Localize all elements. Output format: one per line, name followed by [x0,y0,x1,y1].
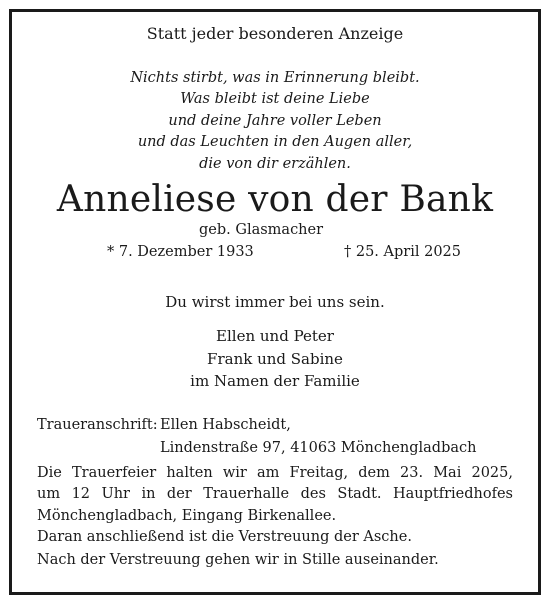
ceremony-details [37,463,513,549]
maiden-name: geb. Glasmacher [199,222,324,238]
death-date: † 25. April 2025 [344,244,461,260]
memorial-poem [0,68,550,175]
farewell-line: Du wirst immer bei uns sein. [165,293,385,311]
address-street: Lindenstraße 97, 41063 Mönchengladbach [160,440,477,456]
address-label: Traueranschrift: [37,417,158,433]
poem-line: Nichts stirbt, was in Erinnerung bleibt. [130,70,420,86]
address-name: Ellen Habscheidt, [160,417,291,433]
ceremony-line: Mönchengladbach, Eingang Birkenallee. [37,507,337,524]
poem-line: Was bleibt ist deine Liebe [180,91,370,108]
mourner-line: Ellen und Peter [216,327,334,345]
mourner-line: im Namen der Familie [190,372,360,390]
ceremony-line: Die Trauerfeier halten wir am Freitag, dem 23. Mai 2025, [37,465,513,481]
closing-line: Nach der Verstreuung gehen wir in Stille auseinander. [37,552,439,568]
poem-line: und das Leuchten in den Augen aller, [137,134,413,151]
deceased-name: Anneliese von der Bank [56,179,494,220]
birth-date: * 7. Dezember 1933 [107,244,254,260]
notice-intro: Statt jeder besonderen Anzeige [146,24,404,43]
mourners-list [0,325,550,393]
poem-line: und deine Jahre voller Leben [168,112,382,129]
ceremony-line: Daran anschließend ist die Verstreuung der Asche. [37,529,412,546]
ceremony-line: um 12 Uhr in der Trauerhalle des Stadt. Hauptfriedhofes [37,486,513,503]
mourner-line: Frank und Sabine [207,349,343,368]
poem-line: die von dir erzählen. [199,155,351,172]
